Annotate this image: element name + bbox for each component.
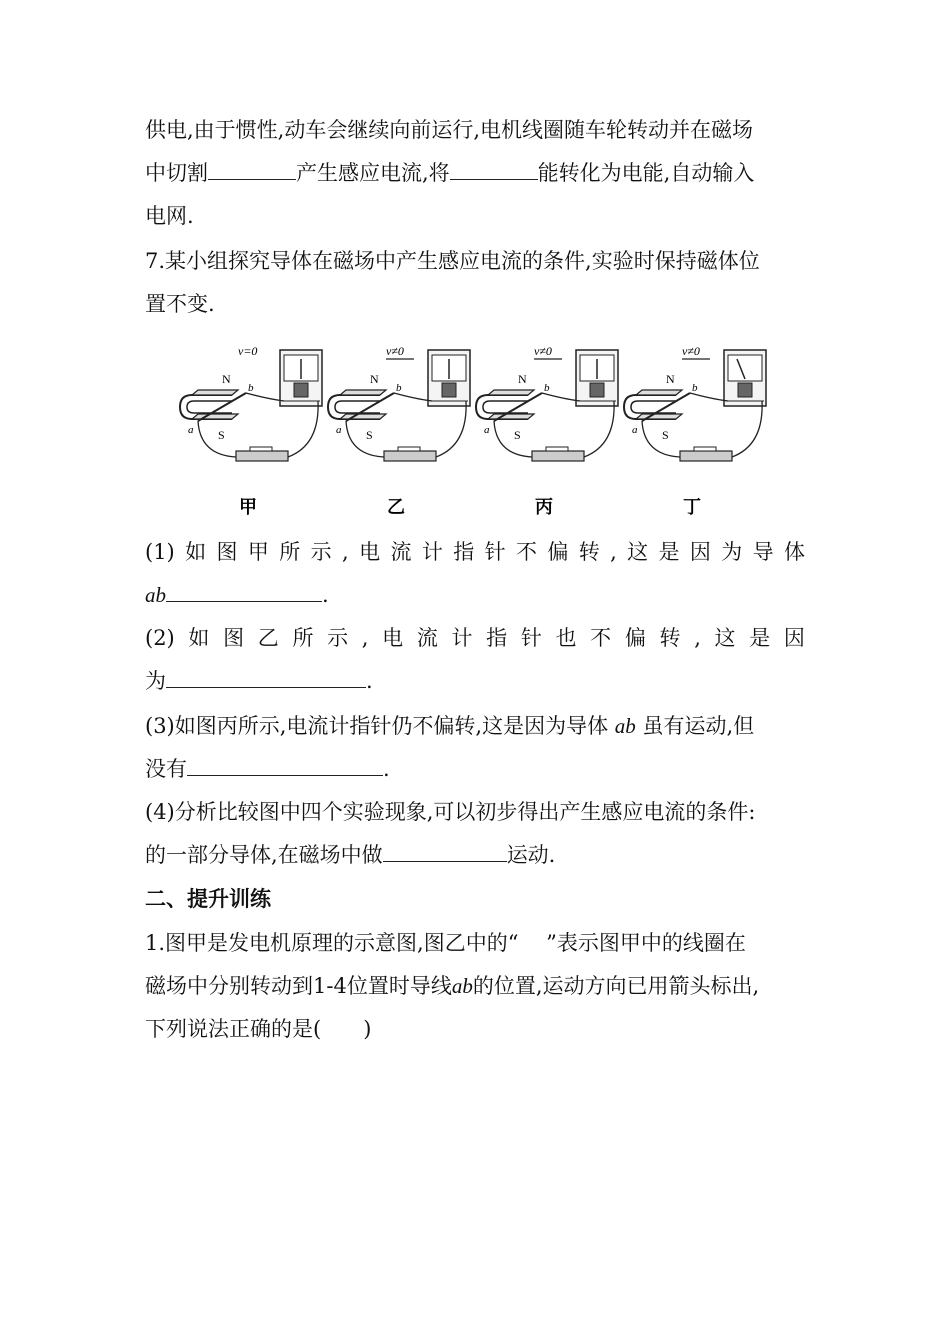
word: 针 [484, 540, 506, 564]
q2-end: . [366, 669, 373, 693]
s2-q1-line-3: 下列说法正确的是( ) [145, 1017, 372, 1041]
pole-n-label: N [370, 372, 379, 386]
p6-text-c: 能转化为电能,自动输入 [537, 161, 755, 185]
word: 电 [382, 626, 404, 650]
word: 图 [216, 540, 238, 564]
word: 电 [359, 540, 381, 564]
p6-text-b: 产生感应电流,将 [296, 161, 450, 185]
word: 也 [555, 626, 577, 650]
word: 如 [185, 540, 207, 564]
word: 计 [421, 540, 443, 564]
q3-prefix: 没有 [145, 757, 187, 781]
experiment-panel [476, 344, 618, 518]
word: 导 [752, 540, 774, 564]
q4-prefix: 的一部分导体,在磁场中做 [145, 843, 383, 867]
answer-blank[interactable] [166, 667, 366, 688]
end-a-label: a [484, 424, 490, 436]
panel-caption: 丙 [535, 497, 553, 518]
word: 偏 [547, 540, 569, 564]
q2-prefix: 为 [145, 669, 166, 693]
word: , [342, 540, 349, 564]
word: 流 [390, 540, 412, 564]
velocity-label: v=0 [238, 344, 258, 358]
answer-blank[interactable] [383, 841, 507, 862]
word: 这 [627, 540, 649, 564]
q4-end: 运动. [506, 843, 556, 867]
word: 流 [416, 626, 438, 650]
q7-2-line-2 [145, 666, 373, 696]
word: 指 [453, 540, 475, 564]
p6-line-1: 供电,由于惯性,动车会继续向前运行,电机线圈随车轮转动并在磁场 [145, 118, 754, 142]
s2-q1-line-2 [145, 971, 759, 1001]
p6-text-a: 中切割 [145, 161, 208, 185]
velocity-label: v≠0 [386, 344, 404, 358]
word: 因 [783, 626, 805, 650]
pole-s-label: S [662, 428, 669, 442]
end-b-label: b [544, 382, 550, 394]
word: , [694, 626, 701, 650]
word: 所 [292, 626, 314, 650]
word: 因 [689, 540, 711, 564]
s2-q1-line-1: 1.图甲是发电机原理的示意图,图乙中的“ ”表示图甲中的线圈在 [145, 931, 746, 955]
word: 所 [279, 540, 301, 564]
word: 乙 [257, 626, 279, 650]
end-b-label: b [248, 382, 254, 394]
pole-s-label: S [366, 428, 373, 442]
velocity-label: v≠0 [534, 344, 552, 358]
experiment-figure [178, 335, 768, 525]
word: , [610, 540, 617, 564]
word: 指 [486, 626, 508, 650]
word: , [361, 626, 369, 650]
end-a-label: a [632, 424, 638, 436]
word: 不 [590, 626, 612, 650]
answer-blank[interactable] [166, 581, 322, 602]
p6-line-2 [145, 158, 754, 188]
experiment-panel [180, 344, 322, 518]
pole-s-label: S [218, 428, 225, 442]
end-a-label: a [188, 424, 194, 436]
word: 是 [658, 540, 680, 564]
word: (1) [145, 540, 175, 564]
word: 体 [784, 540, 805, 564]
panel-caption: 甲 [239, 497, 257, 518]
experiment-panel [328, 344, 470, 518]
word: (2) [145, 626, 175, 650]
ab-label: ab [614, 714, 636, 738]
q1-end: . [322, 583, 329, 607]
ab-label: ab [145, 583, 166, 607]
q3-text-a: (3)如图丙所示,电流计指针仍不偏转,这是因为导体 [145, 714, 609, 738]
s2-text-b: 的位置,运动方向已用箭头标出, [472, 974, 760, 998]
word: 不 [515, 540, 537, 564]
ab-label: ab [451, 974, 473, 998]
word: 图 [223, 626, 245, 650]
word: 这 [714, 626, 736, 650]
q7-4-line-2 [145, 840, 555, 870]
word: 示 [310, 540, 332, 564]
p6-line-3: 电网. [145, 204, 194, 228]
q7-1-line-2 [145, 580, 329, 610]
panel-caption: 乙 [387, 497, 405, 518]
word: 甲 [247, 540, 269, 564]
word: 如 [188, 626, 210, 650]
q3-end: . [383, 757, 390, 781]
q7-1-line-1 [145, 537, 805, 567]
pole-s-label: S [514, 428, 521, 442]
pole-n-label: N [222, 372, 231, 386]
word: 偏 [624, 626, 646, 650]
word: 计 [451, 626, 473, 650]
end-b-label: b [692, 382, 698, 394]
experiment-panel [624, 344, 766, 518]
answer-blank[interactable] [208, 159, 296, 180]
word: 转 [659, 626, 681, 650]
pole-n-label: N [666, 372, 675, 386]
word: 转 [578, 540, 600, 564]
answer-blank[interactable] [187, 755, 383, 776]
end-b-label: b [396, 382, 402, 394]
q7-line-2: 置不变. [145, 292, 215, 316]
word: 是 [749, 626, 771, 650]
panel-caption: 丁 [683, 497, 701, 518]
word: 示 [327, 626, 349, 650]
q7-3-line-1 [145, 711, 754, 741]
velocity-label: v≠0 [682, 344, 700, 358]
section-heading: 二、提升训练 [145, 886, 271, 911]
answer-blank[interactable] [450, 159, 538, 180]
s2-text-a: 磁场中分别转动到1-4位置时导线 [145, 974, 452, 998]
word: 为 [721, 540, 743, 564]
end-a-label: a [336, 424, 342, 436]
q7-4-line-1: (4)分析比较图中四个实验现象,可以初步得出产生感应电流的条件: [145, 800, 756, 824]
pole-n-label: N [518, 372, 527, 386]
word: 针 [520, 626, 542, 650]
q7-line-1: 7.某小组探究导体在磁场中产生感应电流的条件,实验时保持磁体位 [145, 249, 760, 273]
q7-3-line-2 [145, 754, 390, 784]
q7-2-line-1 [145, 623, 805, 653]
q3-text-b: 虽有运动,但 [642, 714, 755, 738]
